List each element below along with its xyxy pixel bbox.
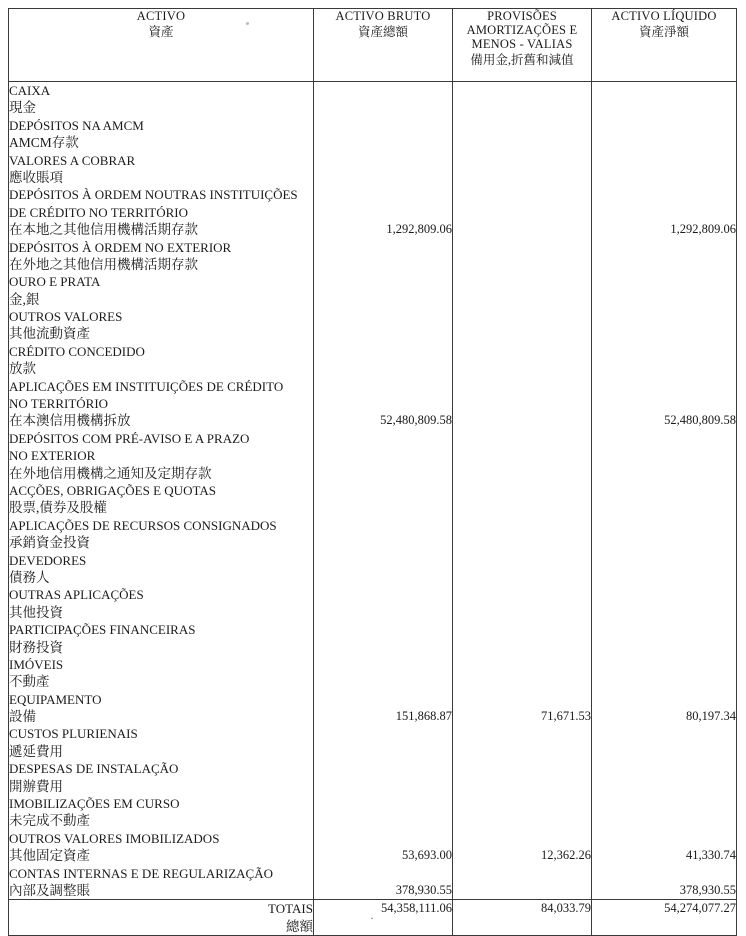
line-item: OURO E PRATA bbox=[9, 274, 101, 290]
line-item: VALORES A COBRAR bbox=[9, 152, 136, 168]
line-item: CONTAS INTERNAS E DE REGULARIZAÇÃO bbox=[9, 865, 274, 881]
amount-empty bbox=[453, 830, 591, 847]
line-item: NO EXTERIOR bbox=[9, 448, 96, 464]
amount-empty bbox=[453, 221, 591, 238]
table-row bbox=[9, 82, 737, 900]
amount-empty bbox=[314, 830, 452, 847]
amount-value: 151,868.87 bbox=[395, 709, 452, 724]
amount-value: 71,671.53 bbox=[541, 709, 591, 724]
line-item-labels bbox=[9, 82, 314, 900]
amount-empty bbox=[453, 743, 591, 760]
amount-empty bbox=[592, 656, 736, 673]
amount-empty bbox=[592, 691, 736, 708]
line-item: IMOBILIZAÇÕES EM CURSO bbox=[9, 796, 180, 812]
line-item: DESPESAS DE INSTALAÇÃO bbox=[9, 761, 179, 777]
amount-empty bbox=[314, 743, 452, 760]
amount-empty bbox=[453, 152, 591, 169]
line-item: 未完成不動產 bbox=[9, 813, 90, 829]
amount-empty bbox=[592, 586, 736, 603]
amount-empty bbox=[453, 517, 591, 534]
line-item: 債務人 bbox=[9, 569, 50, 585]
totals-activo-bruto bbox=[314, 900, 453, 936]
line-item: 承銷資金投資 bbox=[9, 535, 90, 551]
amount-empty bbox=[592, 291, 736, 308]
line-item: DEPÓSITOS À ORDEM NOUTRAS INSTITUIÇÕES bbox=[9, 187, 298, 203]
amount-empty bbox=[453, 239, 591, 256]
amount-empty bbox=[314, 204, 452, 221]
amount-empty bbox=[592, 830, 736, 847]
amount-empty bbox=[592, 308, 736, 325]
amount-empty bbox=[453, 534, 591, 551]
amount-value: 1,292,809.06 bbox=[670, 222, 736, 237]
amount-empty bbox=[592, 795, 736, 812]
amount-empty bbox=[453, 430, 591, 447]
amount-empty bbox=[592, 778, 736, 795]
amount-empty bbox=[314, 117, 452, 134]
amount-empty bbox=[314, 360, 452, 377]
amount-empty bbox=[314, 499, 452, 516]
totals-label-cell bbox=[9, 900, 314, 936]
header-row bbox=[9, 9, 737, 82]
page-marker: . bbox=[370, 910, 374, 922]
amount-empty bbox=[453, 795, 591, 812]
line-item: 其他固定資產 bbox=[9, 848, 90, 864]
column-header-activo-liquido-pt: ACTIVO LÍQUIDO bbox=[611, 9, 717, 23]
column-header-activo bbox=[9, 9, 314, 82]
column-header-activo-pt: ACTIVO bbox=[136, 9, 186, 23]
amount-empty bbox=[453, 134, 591, 151]
amount-empty bbox=[592, 760, 736, 777]
amount-empty bbox=[592, 517, 736, 534]
amount-empty bbox=[314, 82, 452, 99]
amount-empty bbox=[314, 308, 452, 325]
amount-empty bbox=[453, 204, 591, 221]
column-header-activo-bruto bbox=[314, 9, 453, 82]
amount-empty bbox=[453, 256, 591, 273]
line-item: 其他流動資產 bbox=[9, 326, 90, 342]
line-item: DEPÓSITOS À ORDEM NO EXTERIOR bbox=[9, 239, 232, 255]
line-item: CUSTOS PLURIENAIS bbox=[9, 726, 138, 742]
amount-empty bbox=[592, 604, 736, 621]
line-item: 內部及調整賬 bbox=[9, 882, 90, 898]
amount-value: 52,480,809.58 bbox=[664, 413, 736, 428]
column-header-activo-liquido-zh: 資產淨額 bbox=[638, 25, 689, 39]
amount-empty bbox=[314, 604, 452, 621]
amount-empty bbox=[314, 430, 452, 447]
amount-empty bbox=[314, 621, 452, 638]
amount-empty bbox=[314, 517, 452, 534]
table-body bbox=[9, 82, 737, 936]
amount-empty bbox=[453, 117, 591, 134]
amount-empty bbox=[453, 412, 591, 429]
amount-empty bbox=[453, 882, 591, 899]
amount-empty bbox=[592, 395, 736, 412]
amount-empty bbox=[592, 134, 736, 151]
amount-empty bbox=[592, 569, 736, 586]
amount-empty bbox=[314, 691, 452, 708]
column-header-provisoes-pt: PROVISÕES AMORTIZAÇÕES E MENOS - VALIAS bbox=[466, 9, 578, 51]
amount-empty bbox=[453, 360, 591, 377]
amount-empty bbox=[592, 239, 736, 256]
amount-empty bbox=[592, 273, 736, 290]
amount-empty bbox=[314, 256, 452, 273]
amount-empty bbox=[453, 395, 591, 412]
amount-empty bbox=[314, 343, 452, 360]
totals-label-zh: 總額 bbox=[286, 918, 313, 934]
amount-empty bbox=[453, 482, 591, 499]
line-item: EQUIPAMENTO bbox=[9, 691, 102, 707]
amount-empty bbox=[314, 673, 452, 690]
amount-empty bbox=[453, 186, 591, 203]
amount-empty bbox=[453, 725, 591, 742]
amount-empty bbox=[314, 760, 452, 777]
column-header-activo-bruto-zh: 資產總額 bbox=[357, 25, 408, 39]
amount-empty bbox=[314, 812, 452, 829]
line-item: 財務投資 bbox=[9, 639, 63, 655]
amount-empty bbox=[592, 117, 736, 134]
amount-empty bbox=[453, 621, 591, 638]
amount-empty bbox=[592, 534, 736, 551]
amount-value: 12,362.26 bbox=[541, 848, 591, 863]
line-item: AMCM存款 bbox=[9, 135, 79, 151]
amount-empty bbox=[314, 639, 452, 656]
amount-empty bbox=[592, 465, 736, 482]
amount-empty bbox=[453, 656, 591, 673]
amount-empty bbox=[592, 430, 736, 447]
amount-empty bbox=[592, 743, 736, 760]
line-item: 在本澳信用機構拆放 bbox=[9, 413, 131, 429]
amount-empty bbox=[314, 99, 452, 116]
line-item: CRÉDITO CONCEDIDO bbox=[9, 343, 145, 359]
amount-empty bbox=[453, 169, 591, 186]
amount-empty bbox=[592, 325, 736, 342]
line-item: DEPÓSITOS COM PRÉ-AVISO E A PRAZO bbox=[9, 430, 250, 446]
amount-empty bbox=[314, 778, 452, 795]
totals-provisoes bbox=[453, 900, 592, 936]
amount-value: 1,292,809.06 bbox=[386, 222, 452, 237]
line-item: APLICAÇÕES EM INSTITUIÇÕES DE CRÉDITO bbox=[9, 378, 284, 394]
line-item: DEVEDORES bbox=[9, 552, 87, 568]
amount-empty bbox=[592, 639, 736, 656]
amount-empty bbox=[453, 865, 591, 882]
line-item: NO TERRITÓRIO bbox=[9, 396, 109, 412]
line-item: OUTRAS APLICAÇÕES bbox=[9, 587, 144, 603]
amount-empty bbox=[592, 152, 736, 169]
amount-empty bbox=[453, 639, 591, 656]
amount-empty bbox=[592, 204, 736, 221]
line-item: OUTROS VALORES bbox=[9, 309, 123, 325]
line-item: PARTICIPAÇÕES FINANCEIRAS bbox=[9, 622, 196, 638]
amount-empty bbox=[453, 325, 591, 342]
asset-balance-table bbox=[8, 8, 737, 936]
amount-empty bbox=[453, 673, 591, 690]
totals-label-pt: TOTAIS bbox=[268, 901, 313, 917]
amount-empty bbox=[314, 569, 452, 586]
amount-empty bbox=[314, 465, 452, 482]
amount-empty bbox=[314, 186, 452, 203]
amount-empty bbox=[314, 378, 452, 395]
amount-empty bbox=[453, 569, 591, 586]
amount-value: 52,480,809.58 bbox=[380, 413, 452, 428]
amount-empty bbox=[592, 256, 736, 273]
amount-empty bbox=[592, 725, 736, 742]
amount-empty bbox=[314, 325, 452, 342]
line-item: DE CRÉDITO NO TERRITÓRIO bbox=[9, 204, 188, 220]
amount-empty bbox=[453, 691, 591, 708]
amount-empty bbox=[314, 865, 452, 882]
amount-empty bbox=[592, 447, 736, 464]
balance-sheet-page bbox=[8, 8, 736, 934]
line-item: ACÇÕES, OBRIGAÇÕES E QUOTAS bbox=[9, 482, 216, 498]
amount-empty bbox=[453, 308, 591, 325]
column-header-provisoes bbox=[453, 9, 592, 82]
amount-empty bbox=[592, 552, 736, 569]
amount-empty bbox=[453, 586, 591, 603]
amount-empty bbox=[453, 378, 591, 395]
amount-empty bbox=[314, 291, 452, 308]
amount-empty bbox=[314, 239, 452, 256]
column-header-provisoes-zh: 備用金,折舊和減值 bbox=[470, 53, 574, 67]
amount-empty bbox=[314, 134, 452, 151]
totals-activo-liquido bbox=[592, 900, 737, 936]
amount-empty bbox=[453, 604, 591, 621]
amount-empty bbox=[592, 482, 736, 499]
line-item: 不動產 bbox=[9, 674, 50, 690]
amount-empty bbox=[314, 482, 452, 499]
line-item: 股票,債券及股權 bbox=[9, 500, 107, 516]
line-item: 放款 bbox=[9, 361, 36, 377]
amount-empty bbox=[592, 169, 736, 186]
line-item: 金,銀 bbox=[9, 291, 40, 307]
amount-empty bbox=[453, 465, 591, 482]
amount-empty bbox=[592, 673, 736, 690]
amount-empty bbox=[592, 865, 736, 882]
line-item: 在外地之其他信用機構活期存款 bbox=[9, 256, 198, 272]
amount-empty bbox=[453, 82, 591, 99]
line-item: APLICAÇÕES DE RECURSOS CONSIGNADOS bbox=[9, 517, 277, 533]
amount-empty bbox=[592, 378, 736, 395]
amount-empty bbox=[453, 343, 591, 360]
line-item: DEPÓSITOS NA AMCM bbox=[9, 117, 144, 133]
amounts-activo-bruto bbox=[314, 82, 453, 900]
amount-empty bbox=[314, 795, 452, 812]
amount-empty bbox=[314, 725, 452, 742]
amount-empty bbox=[592, 186, 736, 203]
amount-empty bbox=[314, 534, 452, 551]
line-item: IMÓVEIS bbox=[9, 656, 64, 672]
amount-empty bbox=[592, 621, 736, 638]
amount-empty bbox=[592, 82, 736, 99]
line-item: 應收賬項 bbox=[9, 169, 63, 185]
totals-activo-liquido-value: 54,274,077.27 bbox=[664, 901, 736, 916]
amount-empty bbox=[453, 552, 591, 569]
column-header-activo-bruto-pt: ACTIVO BRUTO bbox=[335, 9, 431, 23]
amount-empty bbox=[592, 360, 736, 377]
line-item: 開辦費用 bbox=[9, 778, 63, 794]
amount-empty bbox=[314, 447, 452, 464]
amount-empty bbox=[592, 99, 736, 116]
amount-empty bbox=[453, 778, 591, 795]
amount-empty bbox=[453, 99, 591, 116]
line-item: 設備 bbox=[9, 709, 36, 725]
totals-provisoes-value: 84,033.79 bbox=[541, 901, 591, 916]
amount-empty bbox=[453, 447, 591, 464]
amount-value: 41,330.74 bbox=[686, 848, 736, 863]
amount-value: 53,693.00 bbox=[402, 848, 452, 863]
amount-empty bbox=[592, 343, 736, 360]
amount-empty bbox=[314, 273, 452, 290]
amount-value: 378,930.55 bbox=[679, 882, 736, 897]
amount-empty bbox=[592, 499, 736, 516]
amounts-provisoes bbox=[453, 82, 592, 900]
column-header-activo-zh: 資產 bbox=[148, 25, 174, 39]
page-speck bbox=[246, 22, 249, 25]
column-header-activo-liquido bbox=[592, 9, 737, 82]
amount-empty bbox=[453, 291, 591, 308]
amount-empty bbox=[314, 169, 452, 186]
amount-empty bbox=[314, 152, 452, 169]
line-item: 在本地之其他信用機構活期存款 bbox=[9, 222, 198, 238]
totals-activo-bruto-value: 54,358,111.06 bbox=[381, 901, 452, 916]
line-item: CAIXA bbox=[9, 83, 51, 98]
amount-empty bbox=[314, 656, 452, 673]
line-item: 其他投資 bbox=[9, 604, 63, 620]
amount-empty bbox=[592, 812, 736, 829]
amount-empty bbox=[453, 499, 591, 516]
line-item: OUTROS VALORES IMOBILIZADOS bbox=[9, 830, 220, 846]
amount-empty bbox=[453, 760, 591, 777]
amount-empty bbox=[453, 812, 591, 829]
amount-empty bbox=[314, 395, 452, 412]
amounts-activo-liquido bbox=[592, 82, 737, 900]
amount-empty bbox=[314, 586, 452, 603]
line-item: 現金 bbox=[9, 100, 36, 116]
amount-empty bbox=[453, 273, 591, 290]
amount-value: 378,930.55 bbox=[395, 882, 452, 897]
line-item: 在外地信用機構之通知及定期存款 bbox=[9, 465, 212, 481]
amount-value: 80,197.34 bbox=[686, 709, 736, 724]
amount-empty bbox=[314, 552, 452, 569]
table-header bbox=[9, 9, 737, 82]
line-item: 遞延費用 bbox=[9, 743, 63, 759]
